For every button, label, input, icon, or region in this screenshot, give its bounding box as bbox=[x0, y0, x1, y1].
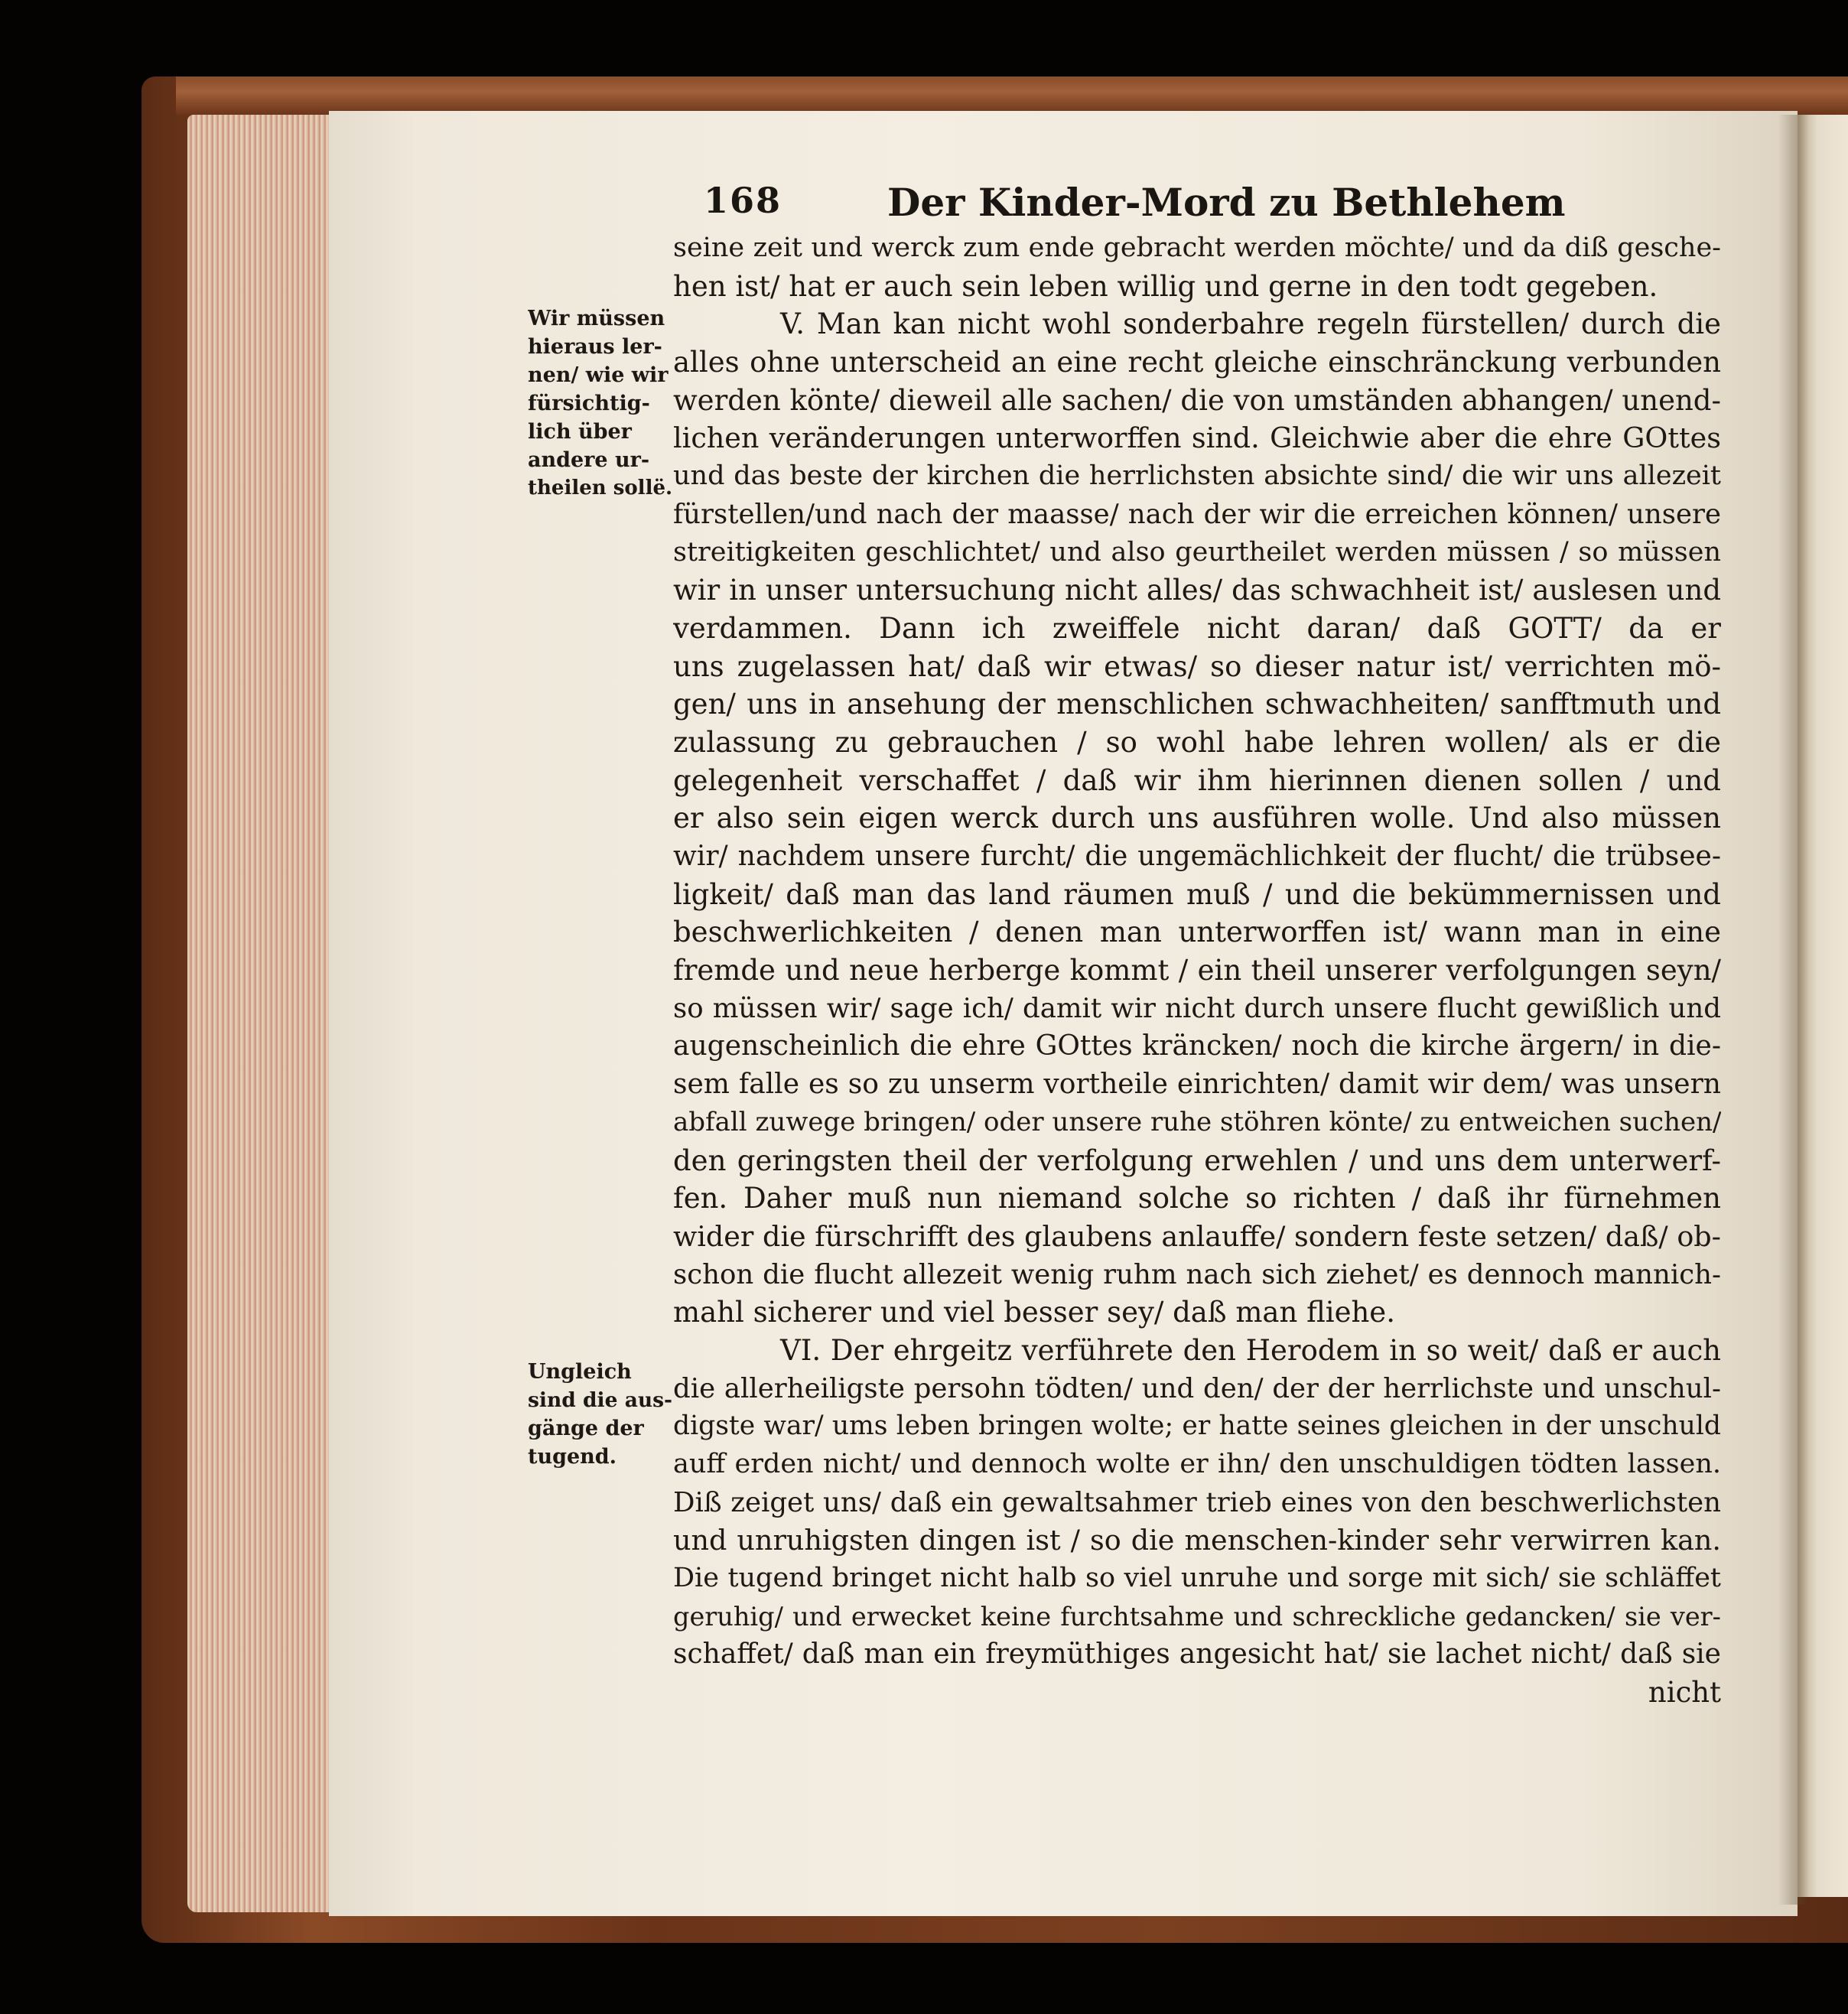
text-line: lichen veränderungen unterworffen sind. Gleichwie aber die ehre GOttes bbox=[673, 421, 1721, 455]
text-line: Diß zeiget uns/ daß ein gewaltsahmer trieb eines von den beschwerlichsten bbox=[673, 1486, 1721, 1518]
body-text bbox=[673, 229, 1721, 1712]
catchword: nicht bbox=[1648, 1676, 1721, 1710]
text-line: er also sein eigen werck durch uns ausführen wolle. Und also müssen bbox=[673, 802, 1721, 835]
text-line: fürstellen/und nach der maasse/ nach der wir die erreichen können/ unsere bbox=[673, 498, 1721, 530]
text-line: fremde und neue herberge kommt / ein theil unserer verfolgungen seyn/ bbox=[673, 954, 1721, 987]
marginal-note-line: hieraus ler- bbox=[528, 335, 662, 359]
text-line: die allerheiligste persohn tödten/ und den/ der der herrlichste und unschul- bbox=[673, 1372, 1721, 1404]
marginal-note-line: lich über bbox=[528, 420, 632, 444]
text-line: ligkeit/ daß man das land räumen muß / und die bekümmernissen und bbox=[673, 877, 1721, 911]
marginal-note-line: Wir müssen bbox=[528, 307, 665, 330]
text-line: streitigkeiten geschlichtet/ und also geurtheilet werden müssen / so müssen bbox=[673, 536, 1721, 568]
section-v-first-line: V. Man kan nicht wohl sonderbahre regeln fürstellen/ durch die bbox=[780, 307, 1721, 341]
text-line: verdammen. Dann ich zweiffele nicht daran/ daß GOTT/ da er bbox=[673, 611, 1721, 645]
text-line: uns zugelassen hat/ daß wir etwas/ so dieser natur ist/ verrichten mö- bbox=[673, 649, 1721, 683]
marginal-note-1 bbox=[528, 304, 673, 503]
marginal-note-line: Ungleich bbox=[528, 1360, 632, 1384]
text-line: alles ohne unterscheid an eine recht gleiche einschränckung verbunden bbox=[673, 346, 1721, 379]
section-vi-first-line: VI. Der ehrgeitz verführete den Herodem in so weit/ daß er auch bbox=[780, 1333, 1721, 1367]
text-line: wir in unser untersuchung nicht alles/ das schwachheit ist/ auslesen und bbox=[673, 574, 1721, 607]
text-line: digste war/ ums leben bringen wolte; er hatte seines gleichen in der unschuld bbox=[673, 1410, 1721, 1442]
marginal-note-line: andere ur- bbox=[528, 448, 650, 472]
text-line: gen/ uns in ansehung der menschlichen schwachheiten/ sanfftmuth und bbox=[673, 688, 1721, 721]
page-gutter bbox=[1778, 115, 1809, 1905]
text-line: schon die flucht allezeit wenig ruhm nach sich ziehet/ es dennoch mannich- bbox=[673, 1258, 1721, 1290]
marginal-note-line: tugend. bbox=[528, 1445, 617, 1469]
text-line: Die tugend bringet nicht halb so viel unruhe und sorge mit sich/ sie schläffet bbox=[673, 1563, 1721, 1594]
marginal-note-line: gänge der bbox=[528, 1417, 644, 1440]
text-line: mahl sicherer und viel besser sey/ daß man fliehe. bbox=[673, 1296, 1395, 1329]
text-line: den geringsten theil der verfolgung erwehlen / und uns dem unterwerf- bbox=[673, 1144, 1721, 1177]
page-number: 168 bbox=[704, 180, 782, 221]
text-line: zulassung zu gebrauchen / so wohl habe lehren wollen/ als er die bbox=[673, 725, 1721, 759]
text-line: sem falle es so zu unserm vortheile einrichten/ damit wir dem/ was unsern bbox=[673, 1069, 1721, 1101]
text-line: augenscheinlich die ehre GOttes kräncken/ noch die kirche ärgern/ in die- bbox=[673, 1030, 1721, 1062]
text-line: und das beste der kirchen die herrlichsten absichte sind/ die wir uns allezeit bbox=[673, 460, 1721, 492]
book-binding-top bbox=[176, 76, 1848, 115]
marginal-note-line: nen/ wie wir bbox=[528, 363, 669, 387]
marginal-note-line: sind die aus- bbox=[528, 1388, 673, 1412]
text-line: fen. Daher muß nun niemand solche so richten / daß ihr fürnehmen bbox=[673, 1182, 1721, 1215]
text-line: wider die fürschrifft des glaubens anlauffe/ sondern feste setzen/ daß/ ob- bbox=[673, 1219, 1721, 1253]
text-line: gelegenheit verschaffet / daß wir ihm hierinnen dienen sollen / und bbox=[673, 763, 1721, 797]
marginal-note-line: fürsichtig- bbox=[528, 392, 650, 415]
marginal-note-line: theilen sollë. bbox=[528, 477, 673, 499]
running-head: Der Kinder-Mord zu Bethlehem bbox=[887, 180, 1566, 225]
marginal-note-2 bbox=[528, 1358, 673, 1471]
text-line: wir/ nachdem unsere furcht/ die ungemächlichkeit der flucht/ die trübsee- bbox=[673, 841, 1721, 872]
text-line: werden könte/ dieweil alle sachen/ die von umständen abhangen/ unend- bbox=[673, 383, 1721, 417]
page-header bbox=[704, 180, 1721, 233]
text-line: abfall zuwege bringen/ oder unsere ruhe stöhren könte/ zu entweichen suchen/ bbox=[673, 1106, 1721, 1137]
text-line: schaffet/ daß man ein freymüthiges angesicht hat/ sie lachet nicht/ daß sie bbox=[673, 1638, 1721, 1671]
text-line: seine zeit und werck zum ende gebracht werden möchte/ und da diß gesche- bbox=[673, 233, 1721, 263]
text-line: so müssen wir/ sage ich/ damit wir nicht durch unsere flucht gewißlich und bbox=[673, 992, 1721, 1024]
text-line: hen ist/ hat er auch sein leben willig und gerne in den todt gegeben. bbox=[673, 269, 1658, 303]
text-line: auff erden nicht/ und dennoch wolte er ihn/ den unschuldigen tödten lassen. bbox=[673, 1449, 1721, 1479]
text-line: beschwerlichkeiten / denen man unterworffen ist/ wann man in eine bbox=[673, 916, 1721, 949]
text-line: und unruhigsten dingen ist / so die menschen-kinder sehr verwirren kan. bbox=[673, 1524, 1721, 1557]
text-line: geruhig/ und erwecket keine furchtsahme und schreckliche gedancken/ sie ver- bbox=[673, 1601, 1721, 1632]
